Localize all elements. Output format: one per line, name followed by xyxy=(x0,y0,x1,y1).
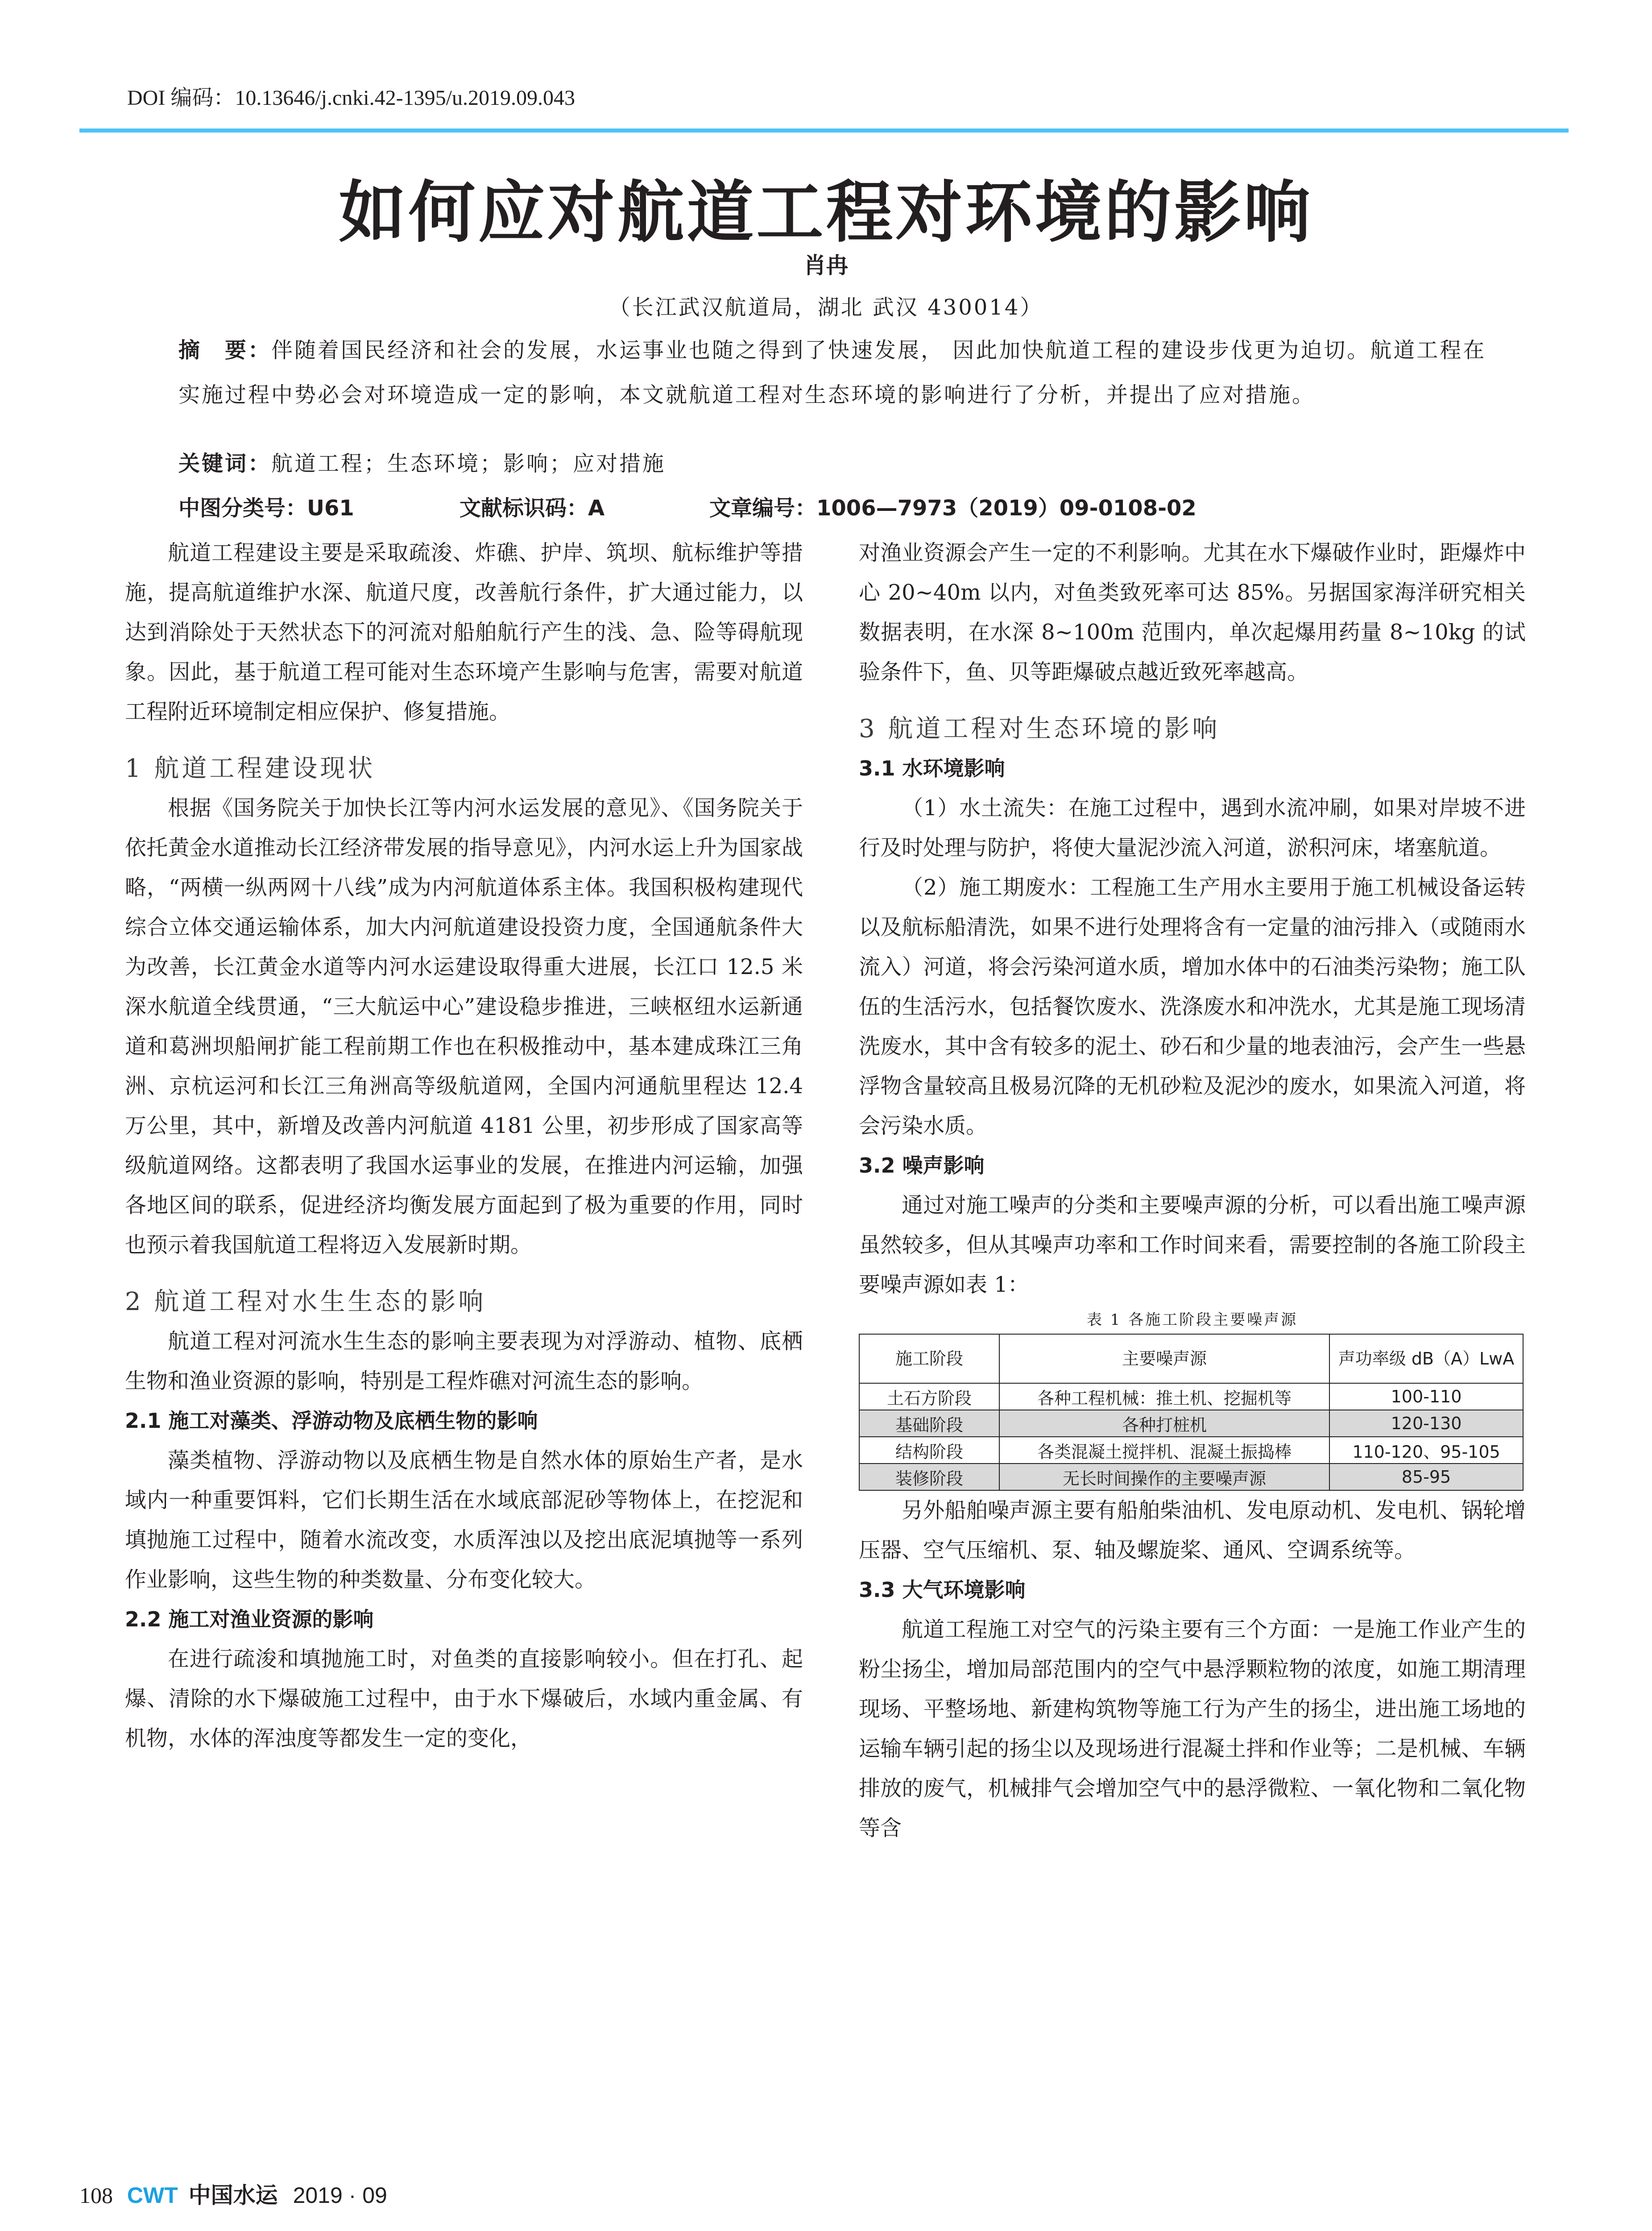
abstract-text: 伴随着国民经济和社会的发展，水运事业也随之得到了快速发展， 因此加快航道工程的建设步伐更为迫切。航道工程在实施过程中势必会对环境造成一定的影响，本文就航道工程对生态环境的影响进行了分析，并提出了应对措施。 xyxy=(178,338,1486,407)
doi-line: DOI 编码：10.13646/j.cnki.42-1395/u.2019.09.043 xyxy=(127,86,575,110)
brand-logo: CWT xyxy=(127,2183,178,2208)
author: 肖冉 xyxy=(803,253,849,278)
table-row xyxy=(859,1437,1523,1464)
section-2-2-heading: 2.2 施工对渔业资源的影响 xyxy=(125,1607,374,1631)
keywords xyxy=(178,446,666,477)
section-2-2-paragraph: 在进行疏浚和填抛施工时，对鱼类的直接影响较小。但在打孔、起爆、清除的水下爆破施工过程中，由于水下爆破后，水域内重金属、有机物，水体的浑浊度等都发生一定的变化， xyxy=(125,1646,803,1751)
table-row xyxy=(859,1410,1523,1437)
table-cell: 各种打桩机 xyxy=(999,1410,1329,1437)
left-column xyxy=(125,533,803,1758)
section-2-heading: 2 航道工程对水生生态的影响 xyxy=(125,1287,486,1316)
section-3-1-heading: 3.1 水环境影响 xyxy=(859,756,1005,780)
clc-number: 中图分类号：U61 xyxy=(178,496,354,521)
section-3-1-paragraph-1: （1）水土流失：在施工过程中，遇到水流冲刷，如果对岸坡不进行及时处理与防护，将使大量泥沙流入河道，淤积河床，堵塞航道。 xyxy=(859,796,1526,860)
table-row xyxy=(859,1383,1523,1410)
section-2-paragraph: 航道工程对河流水生生态的影响主要表现为对浮游动、植物、底栖生物和渔业资源的影响，特别是工程炸礁对河流生态的影响。 xyxy=(125,1329,803,1393)
section-1-heading: 1 航道工程建设现状 xyxy=(125,754,376,783)
right-column xyxy=(859,533,1526,1848)
intro-paragraph: 航道工程建设主要是采取疏浚、炸礁、护岸、筑坝、航标维护等措施，提高航道维护水深、航道尺度，改善航行条件，扩大通过能力，以达到消除处于天然状态下的河流对船舶航行产生的浅、急、险等碍航现象。因此，基于航道工程可能对生态环境产生影响与危害，需要对航道工程附近环境制定相应保护、修复措施。 xyxy=(125,540,803,724)
ship-noise-paragraph: 另外船舶噪声源主要有船舶柴油机、发电原动机、发电机、锅轮增压器、空气压缩机、泵、轴及螺旋桨、通风、空调系统等。 xyxy=(859,1498,1526,1563)
section-3-1-paragraph-2: （2）施工期废水：工程施工生产用水主要用于施工机械设备运转以及航标船清洗，如果不进行处理将含有一定量的油污排入（或随雨水流入）河道，将会污染河道水质，增加水体中的石油类污染物；施工队伍的生活污水，包括餐饮废水、洗涤废水和冲洗水，尤其是施工现场清洗废水，其中含有较多的泥土、砂石和少量的地表油污，会产生一些悬浮物含量较高且极易沉降的无机砂粒及泥沙的废水，如果流入河道，将会污染水质。 xyxy=(859,875,1526,1138)
section-3-heading: 3 航道工程对生态环境的影响 xyxy=(859,714,1220,743)
table-cell: 各种工程机械：推土机、挖掘机等 xyxy=(999,1383,1329,1410)
table-cell: 120-130 xyxy=(1329,1410,1523,1437)
table-cell: 土石方阶段 xyxy=(859,1383,999,1410)
table-cell: 100-110 xyxy=(1329,1383,1523,1410)
table-cell: 装修阶段 xyxy=(859,1464,999,1490)
issue-number: 2019 · 09 xyxy=(293,2183,387,2208)
keywords-text: 航道工程；生态环境；影响；应对措施 xyxy=(271,451,666,476)
section-1-paragraph: 根据《国务院关于加快长江等内河水运发展的意见》、《国务院关于依托黄金水道推动长江经济带发展的指导意见》，内河水运上升为国家战略，“两横一纵两网十八线”成为内河航道体系主体。我国积极构建现代综合立体交通运输体系，加大内河航道建设投资力度，全国通航条件大为改善，长江黄金水道等内河水运建设取得重大进展，长江口 12.5 米深水航道全线贯通，“三大航运中心”建设稳步推进，三峡枢纽水运新通道和葛洲坝船闸扩能工程前期工作也在积极推动中，基本建成珠江三角洲、京杭运河和长江三角洲高等级航道网，全国内河通航里程达 12.4 万公里，其中，新增及改善内河航道 4181 公里，初步形成了国家高等级航道网络。这都表明了我国水运事业的发展，在推进内河运输，加强各地区间的联系，促进经济均衡发展方面起到了极为重要的作用，同时也预示着我国航道工程将迈入发展新时期。 xyxy=(125,796,803,1257)
article-title: 如何应对航道工程对环境的影响 xyxy=(339,173,1313,252)
keywords-label: 关键词： xyxy=(178,451,272,476)
abstract xyxy=(178,328,1488,417)
document-code: 文献标识码：A xyxy=(460,496,605,521)
abstract-label: 摘 要： xyxy=(178,338,272,363)
section-3-2-paragraph: 通过对施工噪声的分类和主要噪声源的分析，可以看出施工噪声源虽然较多，但从其噪声功率和工作时间来看，需要控制的各施工阶段主要噪声源如表 1： xyxy=(859,1193,1526,1297)
magazine-name: 中国水运 xyxy=(188,2182,278,2208)
section-3-2-heading: 3.2 噪声影响 xyxy=(859,1153,985,1178)
section-2-1-heading: 2.1 施工对藻类、浮游动物及底栖生物的影响 xyxy=(125,1409,538,1433)
header-rule xyxy=(79,129,1569,133)
article-number: 文章编号：1006—7973（2019）09-0108-02 xyxy=(709,496,1197,521)
table-cell: 85-95 xyxy=(1329,1464,1523,1490)
table-header-cell: 施工阶段 xyxy=(859,1334,999,1383)
table-header-cell: 声功率级 dB（A）LwA xyxy=(1329,1334,1523,1383)
table-header-cell: 主要噪声源 xyxy=(999,1334,1329,1383)
table-row xyxy=(859,1464,1523,1490)
table-header-row xyxy=(859,1334,1523,1383)
table-cell: 基础阶段 xyxy=(859,1410,999,1437)
section-2-1-paragraph: 藻类植物、浮游动物以及底栖生物是自然水体的原始生产者，是水域内一种重要饵料，它们长期生活在水域底部泥砂等物体上，在挖泥和填抛施工过程中，随着水流改变，水质浑浊以及挖出底泥填抛等一系列作业影响，这些生物的种类数量、分布变化较大。 xyxy=(125,1448,803,1592)
affiliation: （长江武汉航道局，湖北 武汉 430014） xyxy=(609,295,1043,320)
section-3-3-paragraph: 航道工程施工对空气的污染主要有三个方面：一是施工作业产生的粉尘扬尘，增加局部范围内的空气中悬浮颗粒物的浓度，如施工期清理现场、平整场地、新建构筑物等施工行为产生的扬尘，进出施工场地的运输车辆引起的扬尘以及现场进行混凝土拌和作业等；二是机械、车辆排放的废气，机械排气会增加空气中的悬浮微粒、一氧化物和二氧化物等含 xyxy=(859,1617,1526,1841)
continued-paragraph: 对渔业资源会产生一定的不利影响。尤其在水下爆破作业时，距爆炸中心 20~40m 以内，对鱼类致死率可达 85%。另据国家海洋研究相关数据表明，在水深 8~100m 范围内，单次起爆用药量 8~10kg 的试验条件下，鱼、贝等距爆破点越近致死率越高。 xyxy=(859,540,1526,684)
table-cell: 110-120、95-105 xyxy=(1329,1437,1523,1464)
table-cell: 无长时间操作的主要噪声源 xyxy=(999,1464,1329,1490)
table-cell: 结构阶段 xyxy=(859,1437,999,1464)
table-caption: 表 1 各施工阶段主要噪声源 xyxy=(1086,1311,1298,1329)
table-cell: 各类混凝土搅拌机、混凝土振捣棒 xyxy=(999,1437,1329,1464)
page-footer xyxy=(79,2177,387,2210)
section-3-3-heading: 3.3 大气环境影响 xyxy=(859,1578,1026,1602)
noise-source-table xyxy=(859,1334,1524,1491)
page-number: 108 xyxy=(79,2183,113,2208)
